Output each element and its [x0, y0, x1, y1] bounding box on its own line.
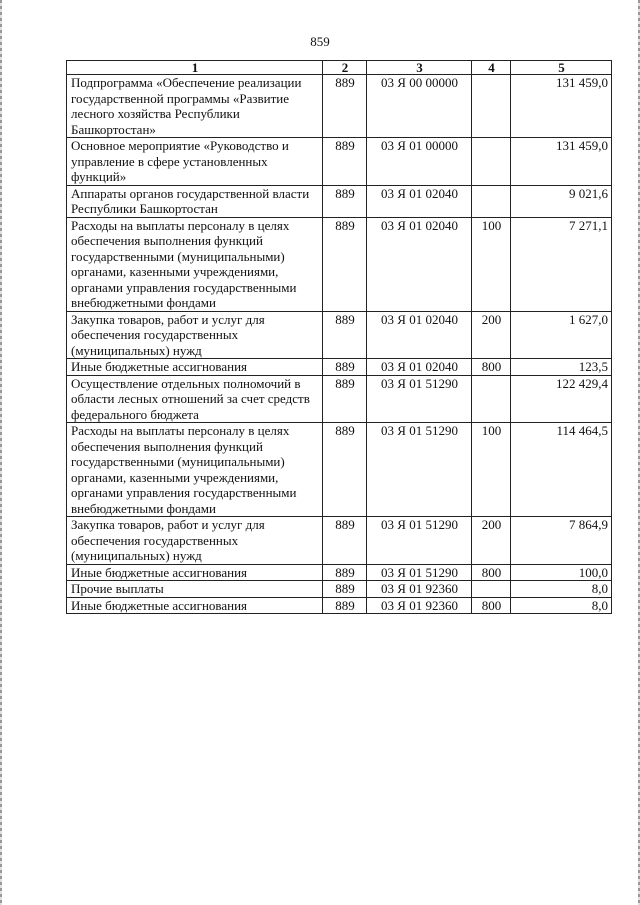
row-name: Иные бюджетные ассигнования — [67, 359, 323, 376]
row-name: Прочие выплаты — [67, 581, 323, 598]
row-name: Иные бюджетные ассигнования — [67, 597, 323, 614]
row-type — [472, 581, 511, 598]
row-code: 889 — [323, 311, 367, 359]
table-row — [67, 185, 612, 217]
row-article: 03 Я 01 51290 — [367, 375, 472, 423]
row-type: 800 — [472, 564, 511, 581]
row-article: 03 Я 01 02040 — [367, 311, 472, 359]
row-name: Закупка товаров, работ и услуг для обеспечения государственных (муниципальных) нужд — [67, 311, 323, 359]
row-amount: 8,0 — [511, 597, 612, 614]
row-name: Иные бюджетные ассигнования — [67, 564, 323, 581]
row-code: 889 — [323, 517, 367, 565]
row-code: 889 — [323, 597, 367, 614]
table-row — [67, 217, 612, 311]
row-code: 889 — [323, 581, 367, 598]
row-amount: 7 271,1 — [511, 217, 612, 311]
row-type: 800 — [472, 597, 511, 614]
table-body — [67, 75, 612, 614]
row-type: 100 — [472, 423, 511, 517]
row-type: 100 — [472, 217, 511, 311]
row-type — [472, 185, 511, 217]
row-code: 889 — [323, 138, 367, 186]
row-article: 03 Я 01 92360 — [367, 581, 472, 598]
row-article: 03 Я 01 02040 — [367, 185, 472, 217]
row-type: 800 — [472, 359, 511, 376]
row-article: 03 Я 01 02040 — [367, 359, 472, 376]
row-article: 03 Я 01 00000 — [367, 138, 472, 186]
row-article: 03 Я 01 51290 — [367, 564, 472, 581]
row-type: 200 — [472, 311, 511, 359]
row-code: 889 — [323, 217, 367, 311]
table-row — [67, 517, 612, 565]
table-row — [67, 75, 612, 138]
row-name: Расходы на выплаты персоналу в целях обеспечения выполнения функций государственными (муниципальными) органами, казенными учреждениями, органами управления государственными внебюджетными фондами — [67, 217, 323, 311]
row-amount: 7 864,9 — [511, 517, 612, 565]
row-name: Основное мероприятие «Руководство и управление в сфере установленных функций» — [67, 138, 323, 186]
row-amount: 100,0 — [511, 564, 612, 581]
col-header-4: 4 — [472, 61, 511, 75]
table-row — [67, 138, 612, 186]
row-code: 889 — [323, 75, 367, 138]
table-row — [67, 423, 612, 517]
row-amount: 122 429,4 — [511, 375, 612, 423]
col-header-3: 3 — [367, 61, 472, 75]
scan-edge-left — [0, 0, 2, 905]
table-row — [67, 564, 612, 581]
table-row — [67, 597, 612, 614]
row-code: 889 — [323, 423, 367, 517]
row-amount: 123,5 — [511, 359, 612, 376]
row-type — [472, 138, 511, 186]
row-code: 889 — [323, 564, 367, 581]
header-row — [67, 61, 612, 75]
row-name: Закупка товаров, работ и услуг для обеспечения государственных (муниципальных) нужд — [67, 517, 323, 565]
row-code: 889 — [323, 359, 367, 376]
row-name: Расходы на выплаты персоналу в целях обеспечения выполнения функций государственными (муниципальными) органами, казенными учреждениями, органами управления государственными внебюджетными фондами — [67, 423, 323, 517]
table-row — [67, 375, 612, 423]
row-name: Подпрограмма «Обеспечение реализации государственной программы «Развитие лесного хозяйства Республики Башкортостан» — [67, 75, 323, 138]
row-amount: 1 627,0 — [511, 311, 612, 359]
row-amount: 114 464,5 — [511, 423, 612, 517]
row-article: 03 Я 00 00000 — [367, 75, 472, 138]
col-header-5: 5 — [511, 61, 612, 75]
table-row — [67, 311, 612, 359]
row-article: 03 Я 01 02040 — [367, 217, 472, 311]
col-header-1: 1 — [67, 61, 323, 75]
row-code: 889 — [323, 375, 367, 423]
table-row — [67, 581, 612, 598]
col-header-2: 2 — [323, 61, 367, 75]
page-number: 859 — [310, 34, 330, 49]
row-name: Осуществление отдельных полномочий в области лесных отношений за счет средств федерального бюджета — [67, 375, 323, 423]
table-row — [67, 359, 612, 376]
row-type — [472, 75, 511, 138]
budget-table — [66, 60, 612, 614]
row-article: 03 Я 01 51290 — [367, 423, 472, 517]
row-name: Аппараты органов государственной власти Республики Башкортостан — [67, 185, 323, 217]
row-article: 03 Я 01 92360 — [367, 597, 472, 614]
row-amount: 8,0 — [511, 581, 612, 598]
row-amount: 131 459,0 — [511, 75, 612, 138]
row-type — [472, 375, 511, 423]
row-article: 03 Я 01 51290 — [367, 517, 472, 565]
row-amount: 9 021,6 — [511, 185, 612, 217]
row-amount: 131 459,0 — [511, 138, 612, 186]
row-code: 889 — [323, 185, 367, 217]
row-type: 200 — [472, 517, 511, 565]
